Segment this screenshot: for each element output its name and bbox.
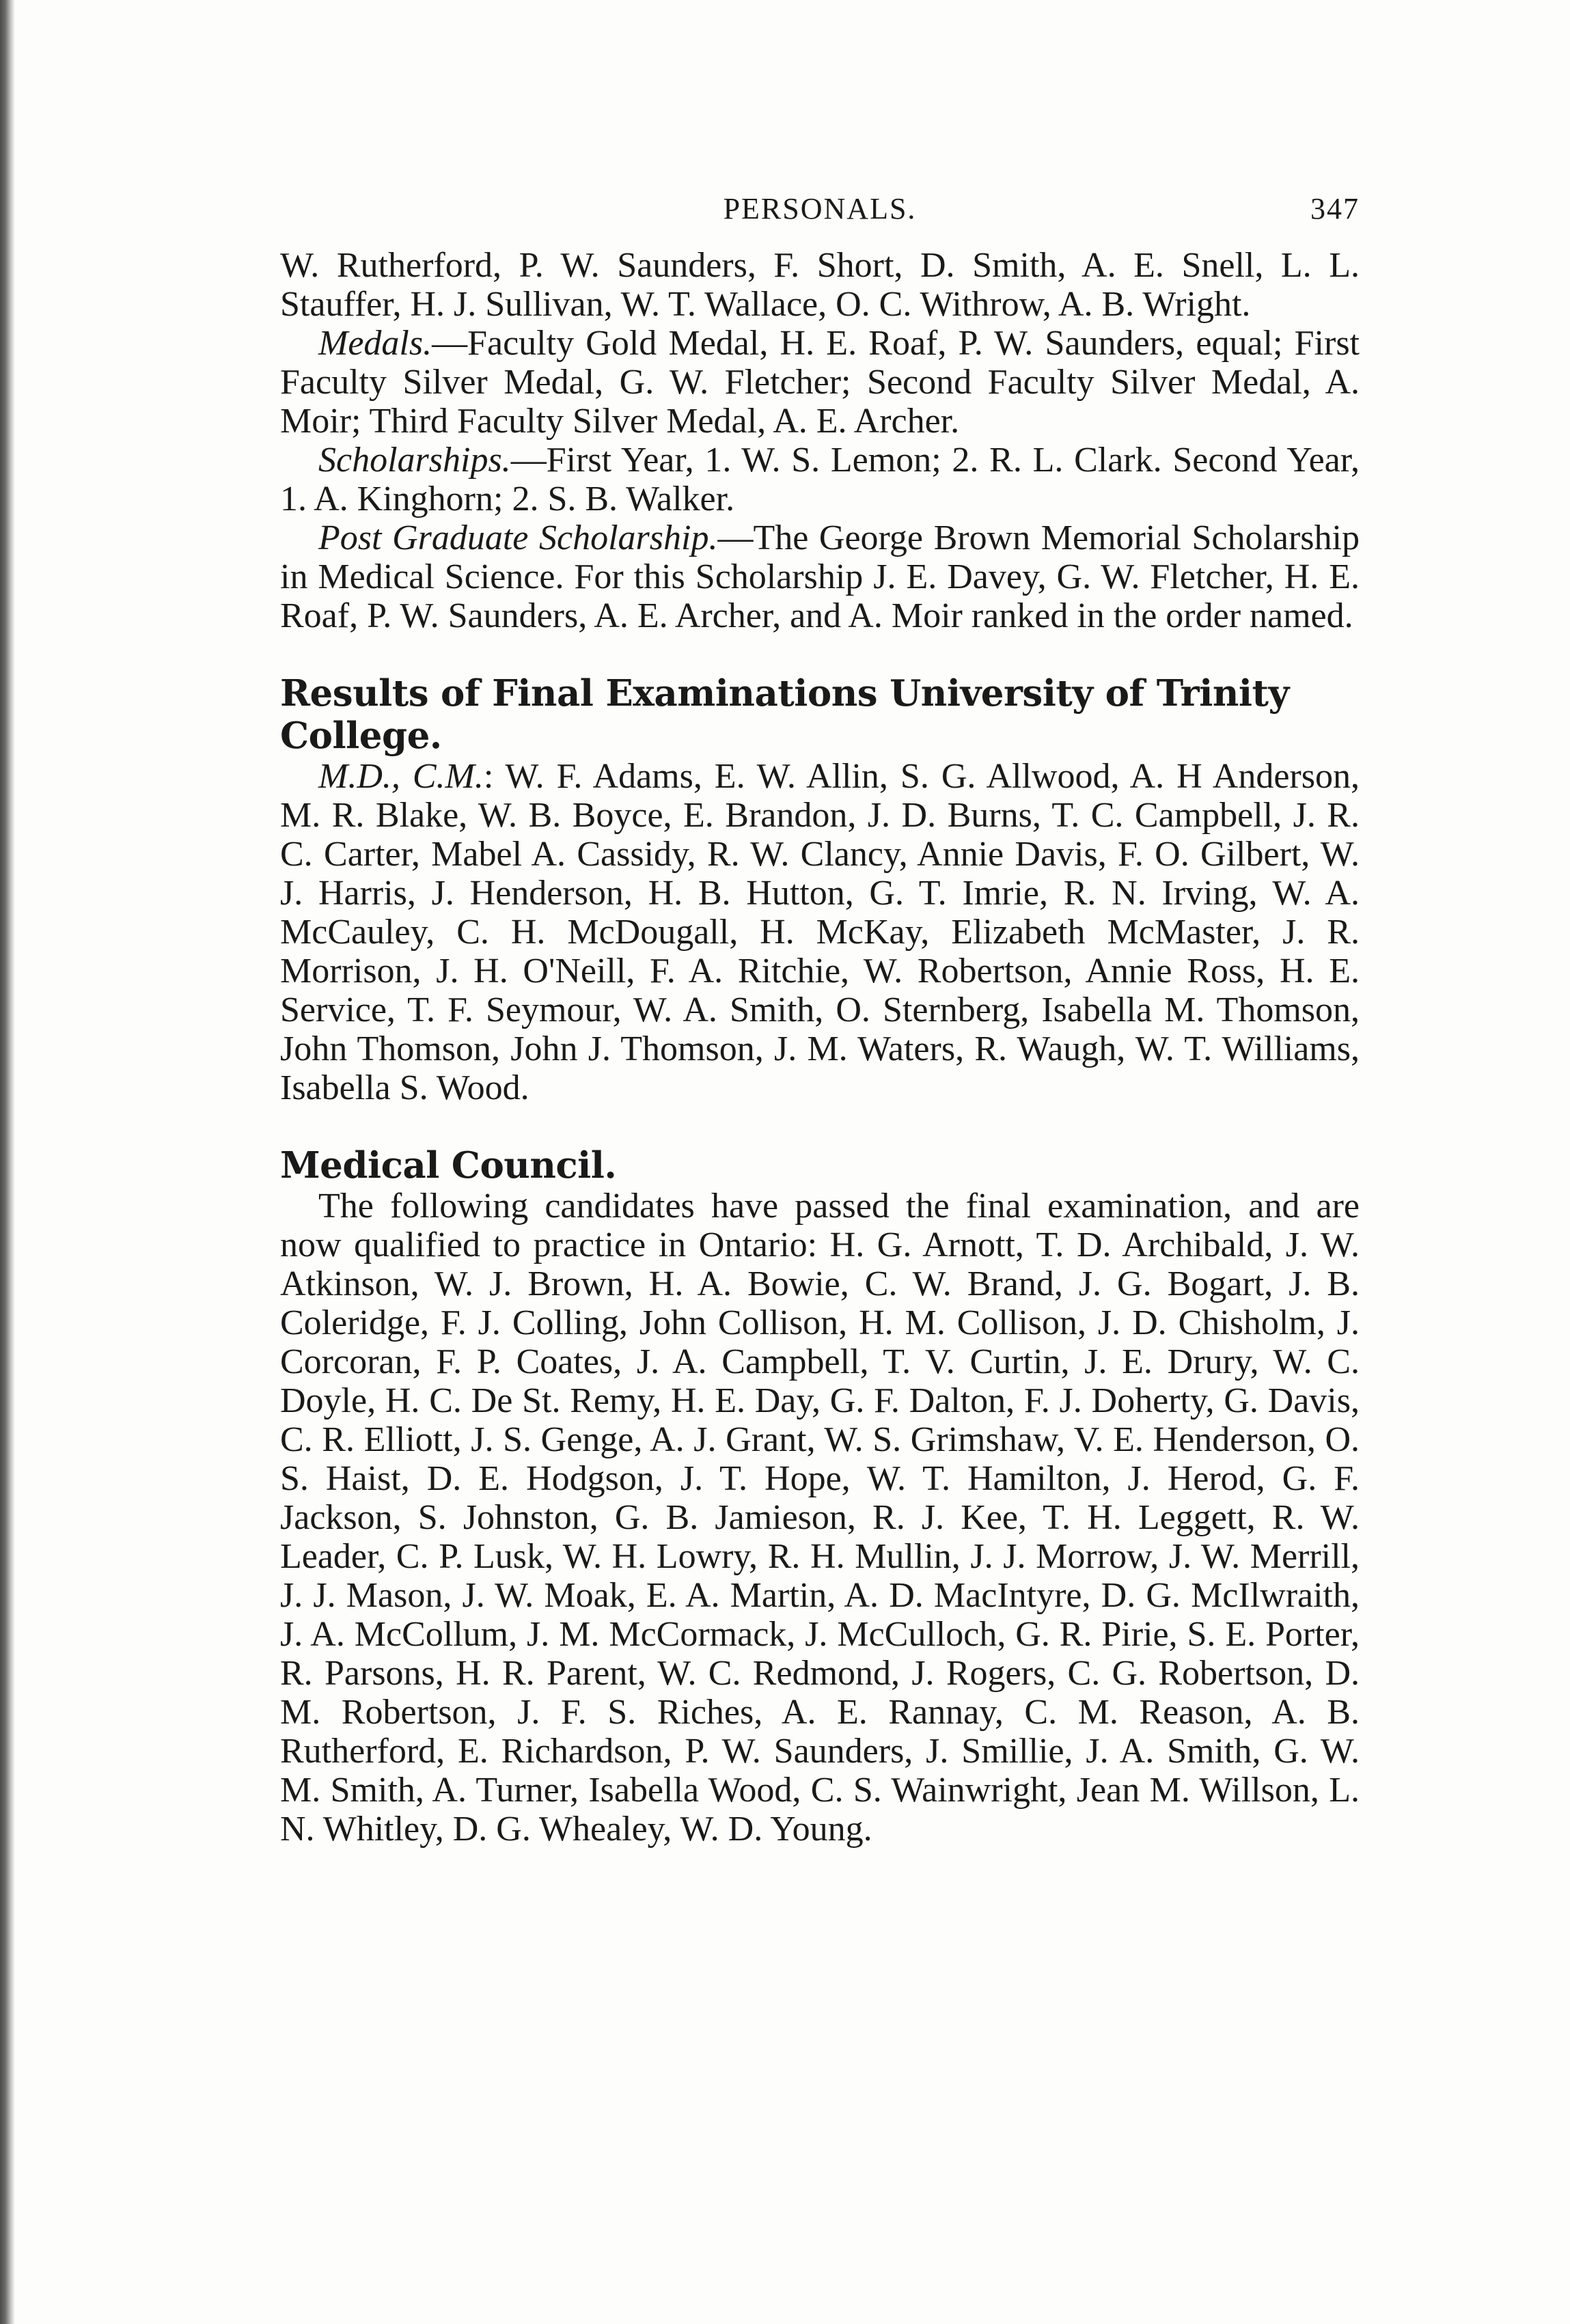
medals-paragraph (280, 324, 1360, 441)
faculty-results-section (280, 246, 1360, 635)
scholarships-paragraph (280, 441, 1360, 518)
trinity-results-section (280, 672, 1360, 1107)
running-head-title: PERSONALS. (723, 192, 917, 225)
post-graduate-text: —The George Brown Memorial Scholarship in Medical Science. For this Scholarship J. E. Davey, G. W. Fletcher, H. E. Roaf, P. W. Saunders, A. E. Archer, and A. Moir ranked in the order named. (280, 518, 1360, 635)
page-number: 347 (1310, 192, 1360, 225)
graduate-list-continuation: W. Rutherford, P. W. Saunders, F. Short, D. Smith, A. E. Snell, L. L. Stauffer, H. J. Sullivan, W. T. Wallace, O. C. Withrow, A. B. Wright. (280, 246, 1360, 324)
post-graduate-label: Post Graduate Scholarship. (318, 518, 718, 557)
degree-label: M.D., C.M. (318, 757, 484, 796)
scholarships-label: Scholarships. (318, 441, 511, 480)
scholarships-text: —First Year, 1. W. S. Lemon; 2. R. L. Clark. Second Year, 1. A. Kinghorn; 2. S. B. Walker. (280, 441, 1360, 518)
trinity-results-heading: Results of Final Examinations University of Trinity College. (280, 672, 1289, 757)
book-page (280, 191, 1360, 1849)
medical-council-paragraph: The following candidates have passed the final examination, and are now qualified to practice in Ontario: H. G. Arnott, T. D. Archibald, J. W. Atkinson, W. J. Brown, H. A. Bowie, C. W. Brand, J. G. Bogart, J. B. Coleridge, F. J. Colling, John Collison, H. M. Collison, J. D. Chisholm, J. Corcoran, F. P. Coates, J. A. Campbell, T. V. Curtin, J. E. Drury, W. C. Doyle, H. C. De St. Remy, H. E. Day, G. F. Dalton, F. J. Doherty, G. Davis, C. R. Elliott, J. S. Genge, A. J. Grant, W. S. Grimshaw, V. E. Henderson, O. S. Haist, D. E. Hodgson, J. T. Hope, W. T. Hamilton, J. Herod, G. F. Jackson, S. Johnston, G. B. Jamieson, R. J. Kee, T. H. Leggett, R. W. Leader, C. P. Lusk, W. H. Lowry, R. H. Mullin, J. J. Morrow, J. W. Merrill, J. J. Mason, J. W. Moak, E. A. Martin, A. D. MacIntyre, D. G. McIlwraith, J. A. McCollum, J. M. McCormack, J. McCulloch, G. R. Pirie, S. E. Porter, R. Parsons, H. R. Parent, W. C. Redmond, J. Rogers, C. G. Robertson, D. M. Robertson, J. F. S. Riches, A. E. Rannay, C. M. Reason, A. B. Rutherford, E. Richardson, P. W. Saunders, J. Smillie, J. A. Smith, G. W. M. Smith, A. Turner, Isabella Wood, C. S. Wainwright, Jean M. Willson, L. N. Whitley, D. G. Whealey, W. D. Young. (280, 1187, 1360, 1849)
medical-council-heading: Medical Council. (280, 1144, 617, 1187)
page-binding-edge (0, 0, 15, 2324)
trinity-graduate-names: : W. F. Adams, E. W. Allin, S. G. Allwood, A. H Anderson, M. R. Blake, W. B. Boyce, E. Brandon, J. D. Burns, T. C. Campbell, J. R. C. Carter, Mabel A. Cassidy, R. W. Clancy, Annie Davis, F. O. Gilbert, W. J. Harris, J. Henderson, H. B. Hutton, G. T. Imrie, R. N. Irving, W. A. McCauley, C. H. McDougall, H. McKay, Elizabeth McMaster, J. R. Morrison, J. H. O'Neill, F. A. Ritchie, W. Robertson, Annie Ross, H. E. Service, T. F. Seymour, W. A. Smith, O. Sternberg, Isabella M. Thomson, John Thomson, John J. Thomson, J. M. Waters, R. Waugh, W. T. Williams, Isabella S. Wood. (280, 757, 1360, 1107)
trinity-graduates-paragraph (280, 757, 1360, 1107)
medals-text: —Faculty Gold Medal, H. E. Roaf, P. W. Saunders, equal; First Faculty Silver Medal, G. W. Fletcher; Second Faculty Silver Medal, A. Moir; Third Faculty Silver Medal, A. E. Archer. (280, 324, 1360, 441)
medals-label: Medals. (318, 324, 432, 363)
running-head (280, 191, 1360, 246)
medical-council-section (280, 1144, 1360, 1849)
post-graduate-paragraph (280, 518, 1360, 635)
